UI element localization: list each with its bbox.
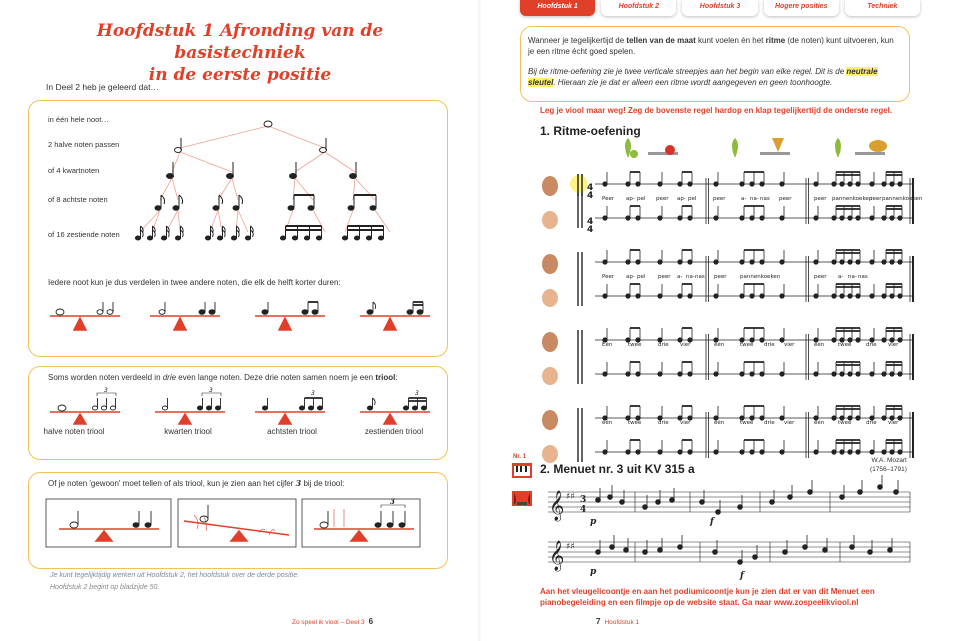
dynamic-mark: p xyxy=(590,517,597,527)
lyric: drie xyxy=(866,420,877,426)
footer-left xyxy=(292,617,373,626)
speak-clap-icons xyxy=(542,176,558,463)
lyric: pel xyxy=(637,196,646,202)
dynamic-mark: f xyxy=(740,571,744,581)
lyric: peer xyxy=(779,196,792,202)
lyric: peer xyxy=(713,196,726,202)
info-paragraph-1 xyxy=(528,35,898,57)
svg-text:4: 4 xyxy=(587,191,594,201)
page-gutter xyxy=(478,0,482,641)
page-number-right: 7 xyxy=(596,617,601,626)
lyric: twee xyxy=(628,420,642,426)
info-p2-post: . Hieraan zie je dat er alleen een ritme wordt aangegeven en geen toonhoogte. xyxy=(553,78,833,87)
info-paragraph-2 xyxy=(528,66,898,88)
triplet-text: Soms worden noten verdeeld in drie even lange noten. Deze drie noten samen noem je een triool: xyxy=(48,373,398,382)
stage-icon-word: podiumicoontje xyxy=(673,587,734,596)
lyric: pel xyxy=(688,196,697,202)
counting-text-pre: Of je noten 'gewoon' moet tellen of als triool, kun je zien aan het cijfer xyxy=(48,479,296,488)
lyric: vier xyxy=(888,420,899,426)
composer-years: (1756–1791) xyxy=(870,466,907,473)
website-link[interactable]: www.zospeelikviool.nl xyxy=(773,598,859,607)
piece-number-label: Nr. 1 xyxy=(513,454,527,460)
info-p2-pre: Bij de ritme-oefening zie je twee verticale streepjes aan het begin van elke regel. Dit is de xyxy=(528,67,847,76)
triplet-number: 3 xyxy=(311,390,315,397)
website-info-text xyxy=(540,586,910,608)
counting-text xyxy=(48,478,438,488)
lyric: pel xyxy=(637,274,646,280)
svg-text:𝄞: 𝄞 xyxy=(549,491,565,521)
exercise-2-title: 2. Menuet nr. 3 uit KV 315 a xyxy=(540,462,695,476)
counting-text-post: bij de triool: xyxy=(301,479,345,488)
info-p1-pre: Wanneer je tegelijkertijd de xyxy=(528,36,627,45)
svg-text:4: 4 xyxy=(587,217,594,227)
lyric: twee xyxy=(628,342,642,348)
lyric: peer xyxy=(814,274,827,280)
info-p1-bold-1: tellen van de maat xyxy=(626,36,696,45)
menuet-score xyxy=(540,480,920,590)
lyric: vier xyxy=(888,342,899,348)
tree-row-label: of 16 zestiende noten xyxy=(48,230,120,239)
dynamic-mark: f xyxy=(710,517,714,527)
triplet-label: zestienden triool xyxy=(364,427,424,436)
lyric: twee xyxy=(838,342,852,348)
tree-row-label: 2 halve noten passen xyxy=(48,140,120,149)
svg-text:♯♯: ♯♯ xyxy=(566,492,575,502)
lyric: één xyxy=(814,342,825,348)
triplet-scales xyxy=(40,387,460,430)
info-p1-mid: kunt voelen én het xyxy=(695,36,766,45)
triplet-label: achtsten triool xyxy=(267,427,317,436)
info-p1-bold-2: ritme xyxy=(765,36,786,45)
lyric: ap- xyxy=(626,196,635,202)
counting-illustrations xyxy=(44,497,464,557)
fruit-icons xyxy=(625,138,887,158)
exercise-1-title: 1. Ritme-oefening xyxy=(540,124,641,138)
triplet-text-pre: Soms worden noten verdeeld in xyxy=(48,373,163,382)
lyric: twee xyxy=(740,342,754,348)
lyric: één xyxy=(814,420,825,426)
lyric: pannenkoeken xyxy=(882,196,923,202)
lyric: drie xyxy=(764,420,775,426)
footer-chapter: Hoofdstuk 1 xyxy=(604,619,640,626)
svg-text:4: 4 xyxy=(587,183,594,193)
triplet-label: halve noten triool xyxy=(43,427,105,436)
lyric: ap- xyxy=(677,196,686,202)
tab-hogere-posities[interactable]: Hogere posities xyxy=(764,0,839,16)
triplet-text-emphasis: drie xyxy=(162,373,177,382)
website-info-pre: Aan het xyxy=(540,587,572,596)
lyric: pannenkoeken xyxy=(740,274,781,280)
triplet-number: 3 xyxy=(209,387,213,394)
lyric: a- xyxy=(677,274,683,280)
lyric: nas xyxy=(760,196,770,202)
lyric: Één xyxy=(602,342,613,348)
tab-hoofdstuk-3[interactable]: Hoofdstuk 3 xyxy=(682,0,757,16)
tree-row-label: of 8 achtste noten xyxy=(48,195,108,204)
tab-hoofdstuk-1[interactable]: Hoofdstuk 1 xyxy=(520,0,595,16)
lyric: na- xyxy=(686,274,695,280)
lyric: Peer xyxy=(602,274,615,280)
triplet-label: kwarten triool xyxy=(164,427,212,436)
lyric: vier xyxy=(784,420,795,426)
lyric: peer xyxy=(814,196,827,202)
piano-icon-word: vleugelicoontje xyxy=(571,587,630,596)
lyric: peer xyxy=(714,274,727,280)
lyric: na- xyxy=(848,274,857,280)
lyric: drie xyxy=(658,342,669,348)
lyric: na- xyxy=(750,196,759,202)
footnote-line-2: Hoofdstuk 2 begint op bladzijde 50. xyxy=(50,584,160,591)
balance-scales-halving xyxy=(40,300,460,340)
counting-digit: 3 xyxy=(295,478,302,488)
footnote-line-1: Je kunt tegelijktijdig werken uit Hoofdstuk 2, het hoofdstuk over de derde positie. xyxy=(50,572,300,579)
lyric: één xyxy=(714,420,725,426)
page-number-left: 6 xyxy=(368,617,374,626)
lyric: één xyxy=(714,342,725,348)
svg-text:4: 4 xyxy=(580,505,587,515)
triplet-number: 3 xyxy=(104,387,108,394)
svg-text:4: 4 xyxy=(587,225,594,235)
lyric: één xyxy=(602,420,613,426)
triplet-number: 3 xyxy=(390,497,395,506)
lyric: peer xyxy=(656,196,669,202)
website-info-mid: en aan het xyxy=(629,587,674,596)
composer-name: W.A. Mozart xyxy=(871,457,907,464)
tab-hoofdstuk-2[interactable]: Hoofdstuk 2 xyxy=(601,0,676,16)
triplet-number: 3 xyxy=(415,390,419,397)
svg-text:3: 3 xyxy=(580,495,587,505)
lyric: vier xyxy=(680,420,691,426)
piano-icon[interactable] xyxy=(511,462,533,480)
composer xyxy=(870,456,907,474)
lyric: vier xyxy=(784,342,795,348)
info-p1-post: (de noten) kunt uitvoeren, kun je een ritme écht goed spelen. xyxy=(528,36,894,56)
rhythm-exercise xyxy=(520,138,960,468)
lyric: a- xyxy=(838,274,844,280)
website-info-post: kun je zien dat er van dit Menuet een pianobegeleiding en een filmpje op de website staat. Ga naar xyxy=(540,587,875,607)
triplet-text-post: even lange noten. Deze drie noten samen noem je een xyxy=(176,373,376,382)
lyric: vier xyxy=(680,342,691,348)
tree-row-label: of 4 kwartnoten xyxy=(48,166,100,175)
lyric: drie xyxy=(658,420,669,426)
chapter-title-line-2: in de eerste positie xyxy=(148,65,332,85)
lyric: pannenkoeken xyxy=(832,196,873,202)
triplet-word: triool xyxy=(375,373,396,382)
lyric: nas xyxy=(858,274,868,280)
lyric: drie xyxy=(866,342,877,348)
chapter-title xyxy=(30,20,450,86)
neutral-clef-highlight xyxy=(570,175,588,193)
lyric: Peer xyxy=(602,196,615,202)
lyric: ap- xyxy=(626,274,635,280)
svg-text:♯♯: ♯♯ xyxy=(566,542,575,552)
stage-icon[interactable] xyxy=(511,490,533,508)
tree-row-label: in één hele noot… xyxy=(48,115,109,124)
chapter-tabs xyxy=(520,0,920,18)
svg-text:𝄞: 𝄞 xyxy=(549,541,565,571)
footer-book-title: Zo speel ik viool – Deel 3 xyxy=(292,619,365,626)
lyric: twee xyxy=(740,420,754,426)
tab-techniek[interactable]: Techniek xyxy=(845,0,920,16)
info-p2-highlight: neutrale sleutel xyxy=(528,67,878,87)
lyric: peer xyxy=(658,274,671,280)
chapter-title-line-1: Hoofdstuk 1 Afronding van de basistechniek xyxy=(96,21,384,63)
instruction-text: Leg je viool maar weg! Zeg de bovenste regel hardop en klap tegelijkertijd de onderste regel. xyxy=(540,106,893,115)
lyric: peer xyxy=(869,196,882,202)
lyric: nas xyxy=(695,274,705,280)
intro-text: In Deel 2 heb je geleerd dat… xyxy=(46,82,159,92)
lyric: twee xyxy=(838,420,852,426)
dynamic-mark: p xyxy=(590,567,597,577)
lyric: a- xyxy=(741,196,747,202)
division-text: Iedere noot kun je dus verdelen in twee andere noten, die elk de helft korter duren: xyxy=(48,278,341,287)
lyric: drie xyxy=(764,342,775,348)
footer-right xyxy=(596,617,639,626)
